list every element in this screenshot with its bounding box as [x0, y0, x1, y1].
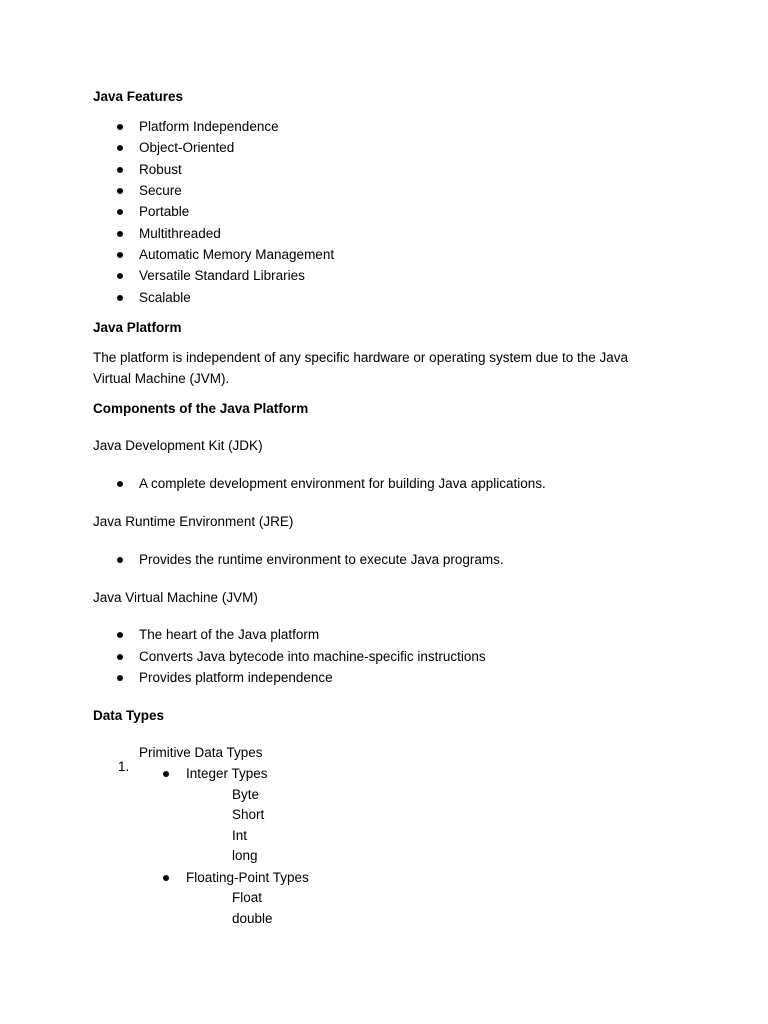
feature-item: Robust: [139, 162, 182, 177]
bullet-icon: [117, 167, 123, 173]
primitive-data-types-label: Primitive Data Types: [139, 745, 263, 760]
integer-type-item: long: [232, 848, 258, 863]
bullet-icon: [163, 771, 169, 777]
jre-title: Java Runtime Environment (JRE): [93, 514, 294, 529]
integer-type-item: Short: [232, 807, 265, 822]
feature-item: Scalable: [139, 290, 191, 305]
bullet-icon: [117, 557, 123, 563]
feature-item: Platform Independence: [139, 119, 279, 134]
list-number: 1.: [118, 758, 130, 774]
bullet-icon: [117, 481, 123, 487]
bullet-icon: [117, 295, 123, 301]
jvm-item: The heart of the Java platform: [139, 627, 320, 642]
bullet-icon: [117, 252, 123, 258]
floating-point-types-label: Floating-Point Types: [186, 870, 309, 885]
feature-item: Portable: [139, 204, 190, 219]
bullet-icon: [117, 145, 123, 151]
integer-type-item: Int: [232, 828, 248, 843]
feature-item: Versatile Standard Libraries: [139, 268, 305, 283]
jvm-title: Java Virtual Machine (JVM): [93, 590, 258, 605]
bullet-icon: [117, 209, 123, 215]
jdk-item: A complete development environment for building Java applications.: [139, 476, 546, 491]
jdk-title: Java Development Kit (JDK): [93, 438, 263, 453]
heading-java-platform: Java Platform: [93, 320, 182, 335]
platform-paragraph-line: The platform is independent of any specific hardware or operating system due to the Java: [93, 350, 629, 365]
bullet-icon: [117, 675, 123, 681]
floating-type-item: Float: [232, 890, 263, 905]
bullet-icon: [117, 231, 123, 237]
feature-item: Secure: [139, 183, 182, 198]
bullet-icon: [117, 632, 123, 638]
bullet-icon: [117, 273, 123, 279]
heading-components: Components of the Java Platform: [93, 401, 309, 416]
bullet-icon: [117, 124, 123, 130]
platform-paragraph-line: Virtual Machine (JVM).: [93, 371, 230, 386]
jvm-item: Converts Java bytecode into machine-specific instructions: [139, 649, 486, 664]
feature-item: Object-Oriented: [139, 140, 235, 155]
jre-item: Provides the runtime environment to execute Java programs.: [139, 552, 504, 567]
integer-type-item: Byte: [232, 787, 260, 802]
bullet-icon: [117, 188, 123, 194]
feature-item: Multithreaded: [139, 226, 221, 241]
floating-type-item: double: [232, 911, 273, 926]
feature-item: Automatic Memory Management: [139, 247, 335, 262]
heading-java-features: Java Features: [93, 89, 184, 104]
integer-types-label: Integer Types: [186, 766, 268, 781]
bullet-icon: [117, 654, 123, 660]
jvm-item: Provides platform independence: [139, 670, 333, 685]
bullet-icon: [163, 875, 169, 881]
heading-data-types: Data Types: [93, 708, 165, 723]
